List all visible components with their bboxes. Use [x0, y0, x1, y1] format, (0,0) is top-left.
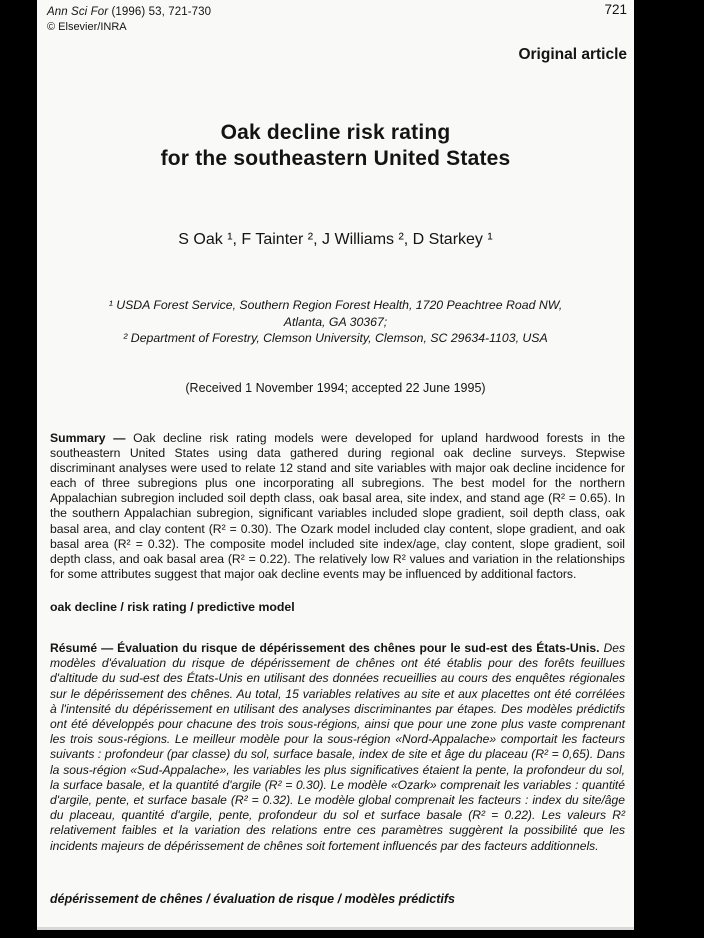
- journal-reference: [47, 6, 211, 18]
- copyright-line: © Elsevier/INRA: [47, 21, 127, 33]
- paper-title-line1: Oak decline risk rating: [220, 121, 451, 144]
- resume-paragraph: [50, 641, 625, 854]
- resume-text: Des modèles d'évaluation du risque de dépérissement de chênes ont été établis pour des forêts feuillues d'altitude du sud-est des États-Unis en utilisant des données recueillies au cours des enquêtes régionales sur le dépérissement des chênes. Au total, 15 variables relatives au site et aux placettes ont été corrélées à l'intensité du dépérissement en utilisant des analyses discriminantes par étapes. Des modèles prédictifs ont été développés pour chacune des trois sous-régions, ainsi que pour une zone plus vaste comprenant les trois sous-régions. Le meilleur modèle pour la sous-région «Nord-Appalache» comportait les facteurs suivants : profondeur (par classe) du sol, surface basale, index de site et âge du placeau (R² = 0,65). Dans la sous-région «Sud-Appalache», les variables les plus significatives étaient la pente, la profondeur du sol, la surface basale, et la quantité d'argile (R² = 0.30). Le modèle «Ozark» comprenait les variables : quantité d'argile, pente, et surface basale (R² = 0.32). Le modèle global comprenait les facteurs : index du site/âge du placeau, quantité d'argile, pente, profondeur du sol et surface basale (R² = 0.22). Les valeurs R² relativement faibles et la variation des relations entre ces paramètres suggèrent la possibilité que les incidents majeurs de dépérissement de chênes soit fortement influencés par des facteurs additionnels.: [50, 641, 626, 853]
- paper-title: [37, 120, 634, 172]
- affiliation-1: ¹ USDA Forest Service, Southern Region Forest Health, 1720 Peachtree Road NW, Atlanta, GA 30367;: [108, 298, 563, 329]
- received-line: (Received 1 November 1994; accepted 22 June 1995): [185, 381, 486, 395]
- summary-text: Oak decline risk rating models were developed for upland hardwood forests in the southeastern United States using data gathered during regional oak decline surveys. Stepwise discriminant analyses were used to relate 12 stand and site variables with major oak decline incidence for each of three subregions plus one incorporating all subregions. The best model for the northern Appalachian subregion included soil depth class, oak basal area, site index, and stand age (R² = 0.65). In the southern Appalachian subregion, significant variables included slope gradient, soil depth class, oak basal area, and clay content (R² = 0.30). The Ozark model included clay content, slope gradient, and oak basal area (R² = 0.32). The composite model included site index/age, clay content, slope gradient, soil depth class, and oak basal area (R² = 0.22). The relatively low R² values and variation in the relationships for some attributes suggest that major oak decline events may be influenced by additional factors.: [50, 431, 625, 581]
- page-number: 721: [604, 2, 627, 17]
- summary-dash: —: [105, 431, 134, 445]
- resume-label: Résumé — Évaluation du risque de dépérissement des chênes pour le sud-est des États-Unis.: [50, 641, 600, 655]
- summary-paragraph: [50, 431, 625, 582]
- affiliations-block: [92, 297, 579, 347]
- keywords-french: dépérissement de chênes / évaluation de risque / modèles prédictifs: [50, 892, 455, 906]
- summary-label: Summary: [50, 431, 106, 445]
- affiliation-2: ² Department of Forestry, Clemson University, Clemson, SC 29634-1103, USA: [123, 331, 548, 345]
- journal-name: Ann Sci For: [47, 6, 109, 18]
- keywords-english: oak decline / risk rating / predictive model: [50, 600, 295, 614]
- paper-title-line2: for the southeastern United States: [160, 147, 511, 170]
- paper-page: [37, 0, 634, 930]
- authors-line: S Oak ¹, F Tainter ², J Williams ², D Starkey ¹: [178, 231, 493, 248]
- article-type-label: Original article: [518, 46, 627, 63]
- journal-issue-info: (1996) 53, 721-730: [108, 6, 212, 18]
